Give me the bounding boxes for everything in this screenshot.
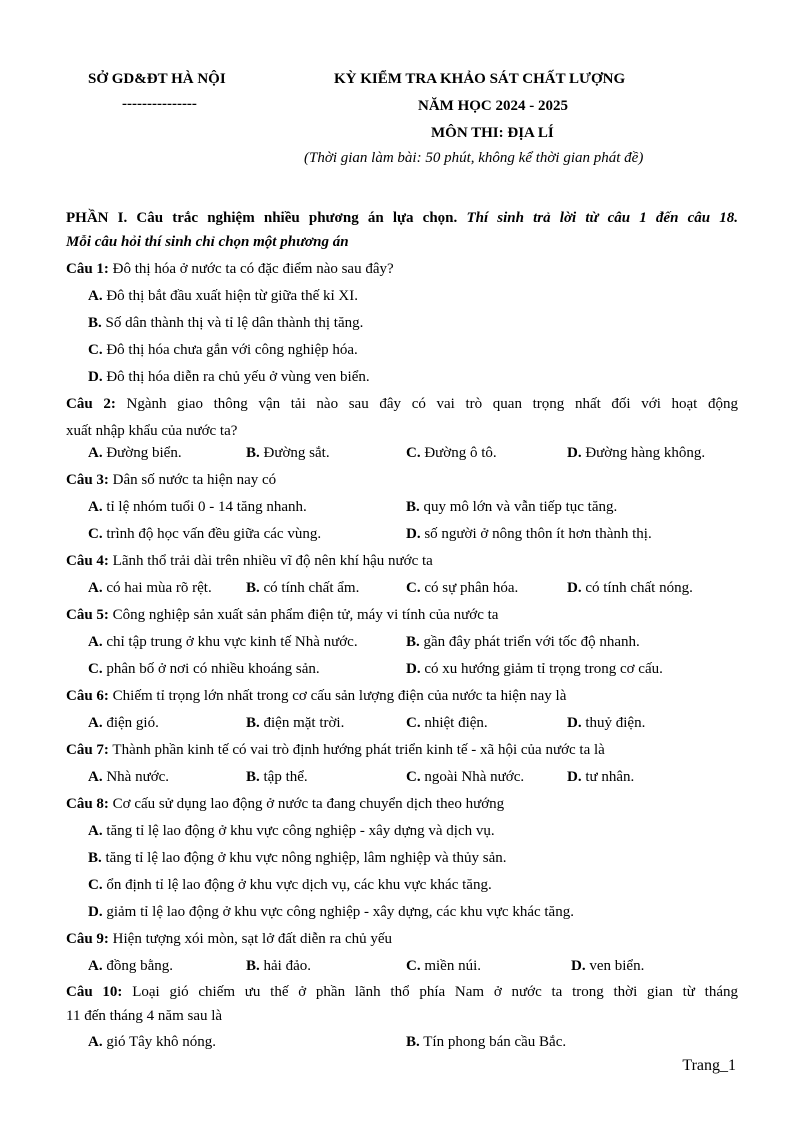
question-text: Lãnh thổ trải dài trên nhiều vĩ độ nên khí hậu nước ta — [108, 553, 433, 569]
option-1b[interactable]: B. Số dân thành thị và tỉ lệ dân thành thị tăng. — [88, 315, 364, 331]
option-3c[interactable]: C. trình độ học vấn đều giữa các vùng. — [88, 526, 322, 542]
option-4b[interactable]: B. có tính chất ẩm. — [246, 580, 360, 596]
option-2c[interactable]: C. Đường ô tô. — [406, 445, 497, 461]
question-8 — [66, 791, 738, 818]
question-text: Cơ cấu sử dụng lao động ở nước ta đang chuyển dịch theo hướng — [108, 796, 505, 812]
question-label: Câu 8: — [66, 796, 109, 812]
exam-title: KỲ KIỂM TRA KHẢO SÁT CHẤT LƯỢNG — [334, 71, 626, 87]
question-label: Câu 1: — [66, 261, 109, 277]
question-9 — [66, 926, 738, 953]
option-2a[interactable]: A. Đường biển. — [88, 445, 182, 461]
option-7a[interactable]: A. Nhà nước. — [88, 769, 170, 785]
question-label: Câu 10: — [66, 984, 123, 1000]
option-10b[interactable]: B. Tín phong bán cầu Bắc. — [406, 1034, 567, 1050]
subject: MÔN THI: ĐỊA LÍ — [431, 125, 554, 141]
question-text: Công nghiệp sản xuất sản phẩm điện tử, máy vi tính của nước ta — [108, 607, 499, 623]
option-9a[interactable]: A. đồng bằng. — [88, 958, 174, 974]
part-instruction-2: Mỗi câu hỏi thí sinh chỉ chọn một phương án — [66, 234, 349, 250]
question-text: Loại gió chiếm ưu thế ở phần lãnh thổ phía Nam ở nước ta trong thời gian từ tháng — [122, 984, 739, 1000]
question-7 — [66, 737, 738, 764]
option-4a[interactable]: A. có hai mùa rõ rệt. — [88, 580, 212, 596]
option-5b[interactable]: B. gần đây phát triển với tốc độ nhanh. — [406, 634, 640, 650]
option-8c[interactable]: C. ổn định tỉ lệ lao động ở khu vực dịch vụ, các khu vực khác tăng. — [88, 877, 492, 893]
question-3 — [66, 467, 738, 494]
option-1a[interactable]: A. Đô thị bắt đầu xuất hiện từ giữa thế kỉ XI. — [88, 288, 358, 304]
option-5c[interactable]: C. phân bố ở nơi có nhiều khoáng sản. — [88, 661, 320, 677]
option-8d[interactable]: D. giảm tỉ lệ lao động ở khu vực công nghiệp - xây dựng, các khu vực khác tăng. — [88, 904, 574, 920]
org-underline-dashes: --------------- — [122, 96, 197, 112]
option-9d[interactable]: D. ven biển. — [571, 958, 645, 974]
question-text-cont: xuất nhập khẩu của nước ta? — [66, 423, 238, 439]
option-8b[interactable]: B. tăng tỉ lệ lao động ở khu vực nông nghiệp, lâm nghiệp và thủy sản. — [88, 850, 507, 866]
option-6a[interactable]: A. điện gió. — [88, 715, 159, 731]
option-4d[interactable]: D. có tính chất nóng. — [567, 580, 693, 596]
question-text: Chiếm tỉ trọng lớn nhất trong cơ cấu sản lượng điện của nước ta hiện nay là — [108, 688, 567, 704]
question-text: Đô thị hóa ở nước ta có đặc điểm nào sau đây? — [108, 261, 394, 277]
question-text: Thành phần kinh tế có vai trò định hướng phát triển kinh tế - xã hội của nước ta là — [108, 742, 605, 758]
option-6c[interactable]: C. nhiệt điện. — [406, 715, 488, 731]
question-1 — [66, 256, 738, 283]
question-4 — [66, 548, 738, 575]
option-5d[interactable]: D. có xu hướng giảm tỉ trọng trong cơ cấu. — [406, 661, 663, 677]
option-7c[interactable]: C. ngoài Nhà nước. — [406, 769, 525, 785]
question-label: Câu 2: — [66, 396, 116, 412]
question-text: Dân số nước ta hiện nay có — [108, 472, 277, 488]
option-4c[interactable]: C. có sự phân hóa. — [406, 580, 519, 596]
option-1d[interactable]: D. Đô thị hóa diễn ra chủ yếu ở vùng ven biển. — [88, 369, 370, 385]
option-7b[interactable]: B. tập thể. — [246, 769, 308, 785]
school-year: NĂM HỌC 2024 - 2025 — [418, 98, 568, 114]
question-label: Câu 7: — [66, 742, 109, 758]
question-5 — [66, 602, 738, 629]
option-9b[interactable]: B. hải đảo. — [246, 958, 311, 974]
question-label: Câu 5: — [66, 607, 109, 623]
part-title: PHẦN I. Câu trắc nghiệm nhiều phương án lựa chọn. — [66, 210, 458, 226]
time-note: (Thời gian làm bài: 50 phút, không kể thời gian phát đề) — [304, 150, 644, 166]
page-number: Trang_1 — [682, 1057, 736, 1074]
option-6d[interactable]: D. thuỷ điện. — [567, 715, 646, 731]
option-6b[interactable]: B. điện mặt trời. — [246, 715, 345, 731]
question-text: Ngành giao thông vận tải nào sau đây có vai trò quan trọng nhất đối với hoạt động — [115, 396, 738, 412]
question-text-cont: 11 đến tháng 4 năm sau là — [66, 1008, 223, 1024]
option-2b[interactable]: B. Đường sắt. — [246, 445, 330, 461]
org-name: SỞ GD&ĐT HÀ NỘI — [88, 71, 226, 87]
option-9c[interactable]: C. miền núi. — [406, 958, 482, 974]
option-8a[interactable]: A. tăng tỉ lệ lao động ở khu vực công nghiệp - xây dựng và dịch vụ. — [88, 823, 495, 839]
option-2d[interactable]: D. Đường hàng không. — [567, 445, 706, 461]
question-6 — [66, 683, 738, 710]
option-3a[interactable]: A. tỉ lệ nhóm tuổi 0 - 14 tăng nhanh. — [88, 499, 307, 515]
question-label: Câu 9: — [66, 931, 109, 947]
option-7d[interactable]: D. tư nhân. — [567, 769, 635, 785]
question-10 — [66, 980, 738, 1028]
question-label: Câu 4: — [66, 553, 109, 569]
option-1c[interactable]: C. Đô thị hóa chưa gắn với công nghiệp hóa. — [88, 342, 358, 358]
option-3b[interactable]: B. quy mô lớn và vẫn tiếp tục tăng. — [406, 499, 618, 515]
question-label: Câu 3: — [66, 472, 109, 488]
part-heading — [66, 206, 738, 254]
part-instruction-1: Thí sinh trả lời từ câu 1 đến câu 18. — [466, 210, 738, 226]
option-10a[interactable]: A. gió Tây khô nóng. — [88, 1034, 217, 1050]
question-2 — [66, 391, 738, 445]
option-5a[interactable]: A. chỉ tập trung ở khu vực kinh tế Nhà nước. — [88, 634, 358, 650]
question-text: Hiện tượng xói mòn, sạt lở đất diễn ra chủ yếu — [108, 931, 393, 947]
question-label: Câu 6: — [66, 688, 109, 704]
option-3d[interactable]: D. số người ở nông thôn ít hơn thành thị. — [406, 526, 652, 542]
